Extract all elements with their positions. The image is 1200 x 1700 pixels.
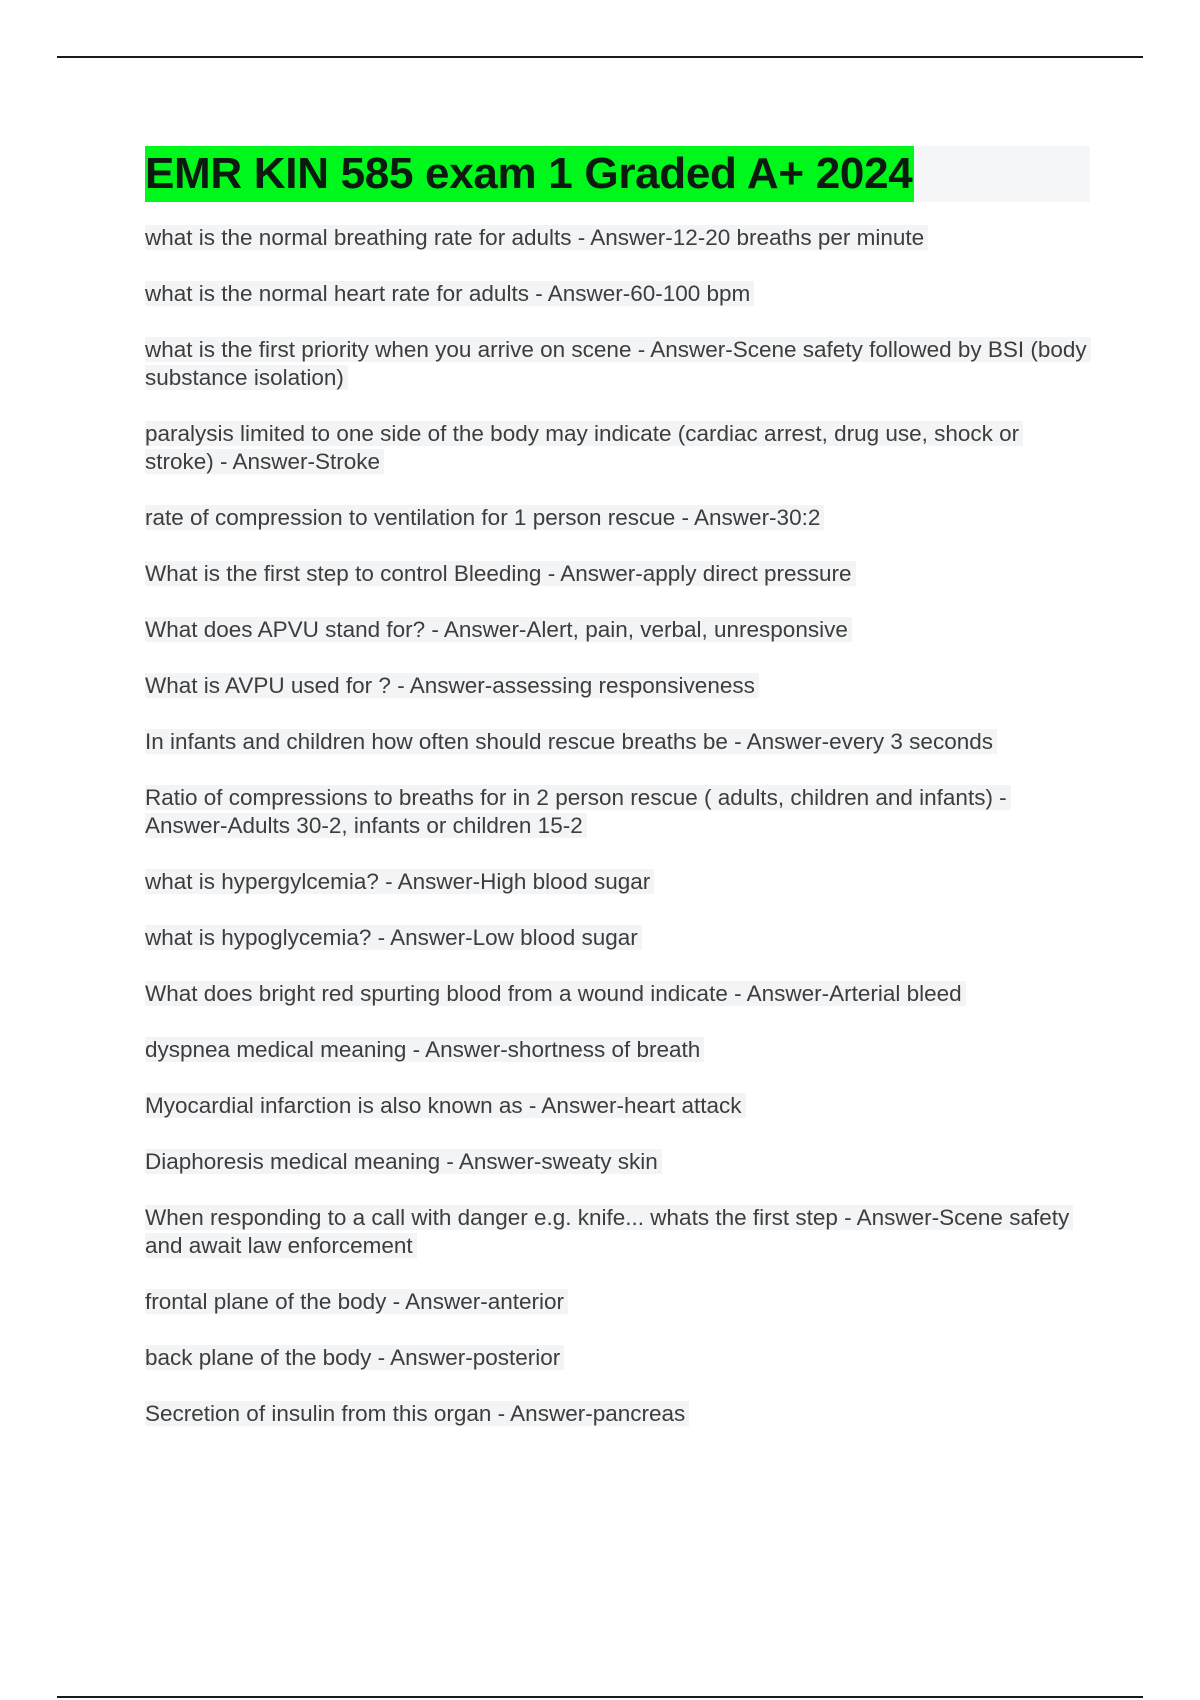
qa-text: When responding to a call with danger e.g. knife... whats the first step - Answer-Scene safety and await law enforcement: [145, 1205, 1073, 1258]
qa-item: [145, 504, 1090, 532]
qa-item: [145, 616, 1090, 644]
qa-item: [145, 280, 1090, 308]
document-title: EMR KIN 585 exam 1 Graded A+ 2024: [145, 146, 914, 202]
bottom-rule: [57, 1696, 1143, 1698]
qa-text: In infants and children how often should rescue breaths be - Answer-every 3 seconds: [145, 729, 997, 754]
qa-text: Secretion of insulin from this organ - Answer-pancreas: [145, 1401, 689, 1426]
qa-text: Ratio of compressions to breaths for in 2 person rescue ( adults, children and infants) - Answer-Adults 30-2, infants or children 15-2: [145, 785, 1011, 838]
qa-item: [145, 980, 1090, 1008]
qa-text: Diaphoresis medical meaning - Answer-sweaty skin: [145, 1149, 662, 1174]
qa-item: [145, 672, 1090, 700]
qa-item: [145, 560, 1090, 588]
title-bar: [145, 146, 1090, 202]
qa-item: [145, 868, 1090, 896]
qa-item: [145, 420, 1090, 476]
qa-list: [145, 224, 1090, 1428]
qa-item: [145, 224, 1090, 252]
qa-item: [145, 336, 1090, 392]
qa-text: what is hypergylcemia? - Answer-High blood sugar: [145, 869, 654, 894]
qa-item: [145, 924, 1090, 952]
qa-item: [145, 1092, 1090, 1120]
qa-text: what is hypoglycemia? - Answer-Low blood sugar: [145, 925, 642, 950]
qa-text: rate of compression to ventilation for 1 person rescue - Answer-30:2: [145, 505, 824, 530]
document-body: [145, 146, 1090, 1456]
qa-item: [145, 1288, 1090, 1316]
qa-text: What does APVU stand for? - Answer-Alert, pain, verbal, unresponsive: [145, 617, 852, 642]
qa-item: [145, 728, 1090, 756]
qa-text: paralysis limited to one side of the body may indicate (cardiac arrest, drug use, shock or stroke) - Answer-Stroke: [145, 421, 1023, 474]
qa-item: [145, 1344, 1090, 1372]
qa-text: frontal plane of the body - Answer-anterior: [145, 1289, 568, 1314]
qa-item: [145, 1204, 1090, 1260]
qa-item: [145, 1036, 1090, 1064]
qa-text: what is the normal heart rate for adults - Answer-60-100 bpm: [145, 281, 754, 306]
qa-item: [145, 1148, 1090, 1176]
top-rule: [57, 56, 1143, 58]
qa-item: [145, 784, 1090, 840]
qa-text: What does bright red spurting blood from a wound indicate - Answer-Arterial bleed: [145, 981, 966, 1006]
qa-item: [145, 1400, 1090, 1428]
qa-text: What is the first step to control Bleeding - Answer-apply direct pressure: [145, 561, 856, 586]
qa-text: what is the first priority when you arrive on scene - Answer-Scene safety followed by BSI (body substance isolation): [145, 337, 1091, 390]
qa-text: What is AVPU used for ? - Answer-assessing responsiveness: [145, 673, 759, 698]
qa-text: dyspnea medical meaning - Answer-shortness of breath: [145, 1037, 704, 1062]
qa-text: what is the normal breathing rate for adults - Answer-12-20 breaths per minute: [145, 225, 928, 250]
qa-text: Myocardial infarction is also known as - Answer-heart attack: [145, 1093, 746, 1118]
qa-text: back plane of the body - Answer-posterior: [145, 1345, 564, 1370]
